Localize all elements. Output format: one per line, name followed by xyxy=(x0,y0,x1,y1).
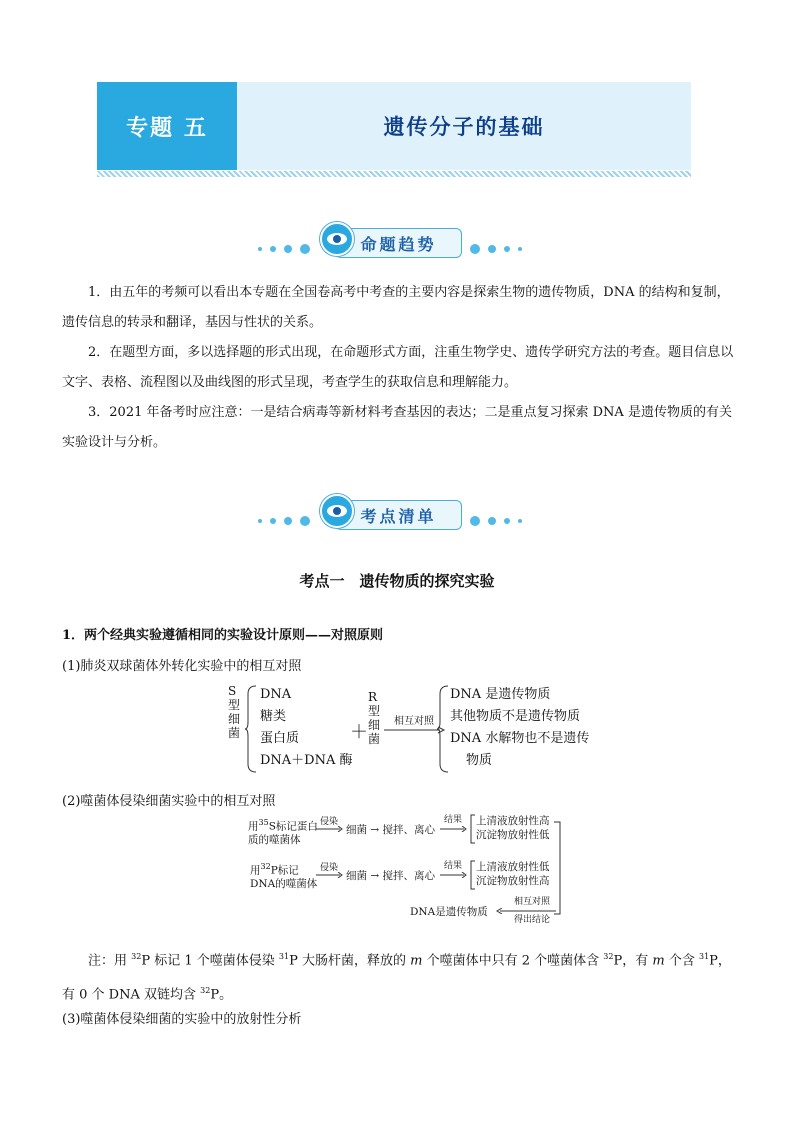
row2-source: 用$^{32}$P标记 DNA的噬菌体 xyxy=(250,862,318,890)
decor-dots-left xyxy=(258,244,310,254)
row2-process: 细菌 → 搅拌、离心 xyxy=(346,870,435,882)
row1-source: 用$^{35}$S标记蛋白 质的噬菌体 xyxy=(248,818,318,846)
conclusion-text: DNA是遗传物质 xyxy=(410,906,488,918)
row2-results: 上清液放射性低 沉淀物放射性高 xyxy=(476,861,550,887)
topic-banner xyxy=(97,82,691,170)
trend-paragraphs xyxy=(62,278,734,458)
banner-stripe xyxy=(97,171,691,177)
exam-point-title: 考点一 遗传物质的探究实验 xyxy=(299,572,495,590)
phage-diagram xyxy=(244,812,564,925)
decor-dots-right xyxy=(470,244,522,254)
section-heading-points xyxy=(0,492,794,538)
infect-label: 侵染 xyxy=(320,863,339,873)
section-heading-trends xyxy=(0,220,794,266)
eye-icon xyxy=(320,222,354,256)
eye-icon xyxy=(320,494,354,528)
r-bacteria-label: R 型 细 菌 xyxy=(368,690,381,746)
infect-label: 侵染 xyxy=(320,817,339,827)
s-bacteria-label: S 型 细 菌 xyxy=(228,684,241,740)
left-brace xyxy=(244,684,258,774)
item-heading: 1．两个经典实验遵循相同的实验设计原则——对照原则 xyxy=(62,628,384,643)
subheading: (1)肺炎双球菌体外转化实验中的相互对照 xyxy=(62,659,302,674)
trend-item: 2．在题型方面，多以选择题的形式出现，在命题形式方面，注重生物学史、遗传学研究方法的考查。题目信息以文字、表格、流程图以及曲线图的形式呈现，考查学生的获取信息和理解能力。 xyxy=(62,345,734,390)
topic-title: 遗传分子的基础 xyxy=(237,82,691,170)
compare-label: 相互对照 xyxy=(514,897,551,907)
section-title: 考点清单 xyxy=(335,500,462,530)
subheading: (2)噬菌体侵染细菌实验中的相互对照 xyxy=(62,794,276,809)
results-list: DNA 是遗传物质 其他物质不是遗传物质 DNA 水解物也不是遗传 物质 xyxy=(450,687,590,768)
transformation-diagram xyxy=(228,684,598,776)
trend-item: 3．2021 年备考时应注意：一是结合病毒等新材料考查基因的表达；二是重点复习探索 DNA 是遗传物质的有关实验设计与分析。 xyxy=(62,405,732,450)
row1-process: 细菌 → 搅拌、离心 xyxy=(346,824,435,836)
plus-sign: ＋ xyxy=(350,722,368,743)
row1-results: 上清液放射性高 沉淀物放射性低 xyxy=(476,815,550,841)
topic-label: 专题 五 xyxy=(97,82,237,170)
section-title: 命题趋势 xyxy=(335,228,462,258)
result-label: 结果 xyxy=(444,861,463,871)
trend-item: 1．由五年的考频可以看出本专题在全国卷高考中考查的主要内容是探索生物的遗传物质，DNA 的结构和复制，遗传信息的转录和翻译，基因与性状的关系。 xyxy=(62,285,730,330)
subheading: (3)噬菌体侵染细菌的实验中的放射性分析 xyxy=(62,1012,302,1027)
result-label: 结果 xyxy=(444,815,463,825)
decor-dots-left xyxy=(258,516,310,526)
compare-bracket xyxy=(554,820,564,916)
note-paragraph: 注：用 $^{32}$P 标记 1 个噬菌体侵染 $^{31}$P 大肠杆菌，释放的 m 个噬菌体中只有 2 个噬菌体含 $^{32}$P，有 m 个含 $^{31}$P，有 0 个 DNA 双链均含 $^{32}$P。 xyxy=(62,952,731,1003)
right-brace xyxy=(436,684,450,774)
decor-dots-right xyxy=(470,516,522,526)
derive-label: 得出结论 xyxy=(514,915,551,925)
arrow-label: 相互对照 xyxy=(394,716,434,727)
s-components: DNA 糖类 蛋白质 DNA＋DNA 酶 xyxy=(260,687,353,768)
